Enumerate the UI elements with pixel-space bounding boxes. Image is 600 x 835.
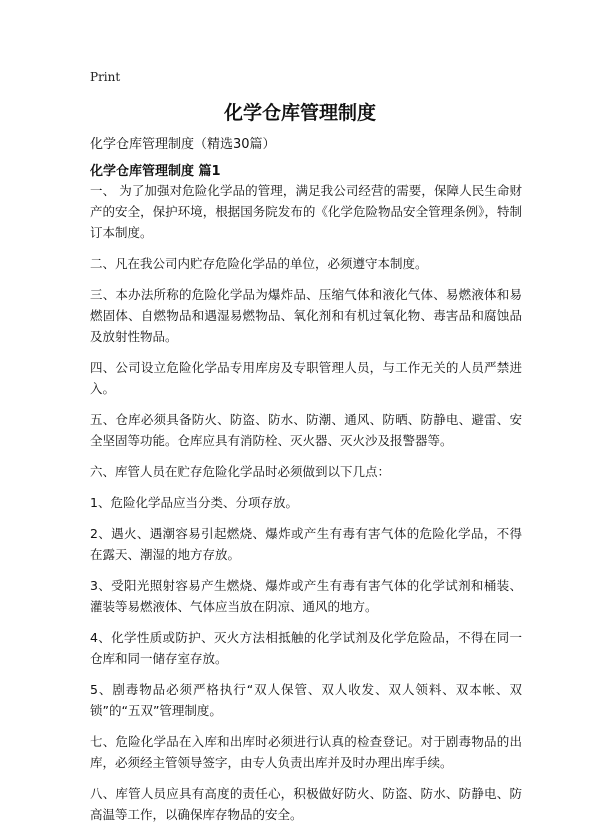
paragraph: 3、受阳光照射容易产生燃烧、爆炸或产生有毒有害气体的化学试剂和桶装、灌装等易燃液体、气体应当放在阴凉、通风的地方。 — [90, 578, 522, 614]
document-subtitle: 化学仓库管理制度（精选30篇） — [90, 137, 276, 152]
page-title: 化学仓库管理制度 — [223, 102, 376, 124]
paragraph: 七、危险化学品在入库和出库时必须进行认真的检查登记。对于剧毒物品的出库，必须经主管领导签字，由专人负责出库并及时办理出库手续。 — [90, 734, 522, 770]
document-body — [90, 180, 522, 835]
paragraph: 六、库管人员在贮存危险化学品时必须做到以下几点： — [90, 464, 391, 479]
print-link[interactable]: Print — [90, 70, 121, 84]
paragraph: 五、仓库必须具备防火、防盗、防水、防潮、通风、防晒、防静电、避雷、安全坚固等功能。仓库应具有消防栓、灭火器、灭火沙及报警器等。 — [90, 412, 522, 448]
paragraph: 一、 为了加强对危险化学品的管理，满足我公司经营的需要，保障人民生命财产的安全，保护环境，根据国务院发布的《化学危险物品安全管理条例》，特制订本制度。 — [90, 183, 522, 240]
paragraph: 4、化学性质或防护、灭火方法相抵触的化学试剂及化学危险品，不得在同一仓库和同一储存室存放。 — [90, 630, 522, 666]
paragraph: 四、公司设立危险化学品专用库房及专职管理人员，与工作无关的人员严禁进入。 — [90, 360, 522, 396]
paragraph: 二、凡在我公司内贮存危险化学品的单位，必须遵守本制度。 — [90, 256, 428, 271]
paragraph: 八、库管人员应具有高度的责任心，积极做好防火、防盗、防水、防静电、防高温等工作，以确保库存物品的安全。 — [90, 786, 522, 822]
paragraph: 1、危险化学品应当分类、分项存放。 — [90, 495, 298, 510]
paragraph: 5、剧毒物品必须严格执行“双人保管、双人收发、双人领料、双本帐、双锁”的“五双”管理制度。 — [90, 682, 522, 718]
paragraph: 2、遇火、遇潮容易引起燃烧、爆炸或产生有毒有害气体的危险化学品，不得在露天、潮湿的地方存放。 — [90, 526, 522, 562]
paragraph: 三、本办法所称的危险化学品为爆炸品、压缩气体和液化气体、易燃液体和易燃固体、自燃物品和遇湿易燃物品、氧化剂和有机过氧化物、毒害品和腐蚀品及放射性物品。 — [90, 287, 522, 344]
section-heading: 化学仓库管理制度 篇1 — [90, 164, 221, 179]
